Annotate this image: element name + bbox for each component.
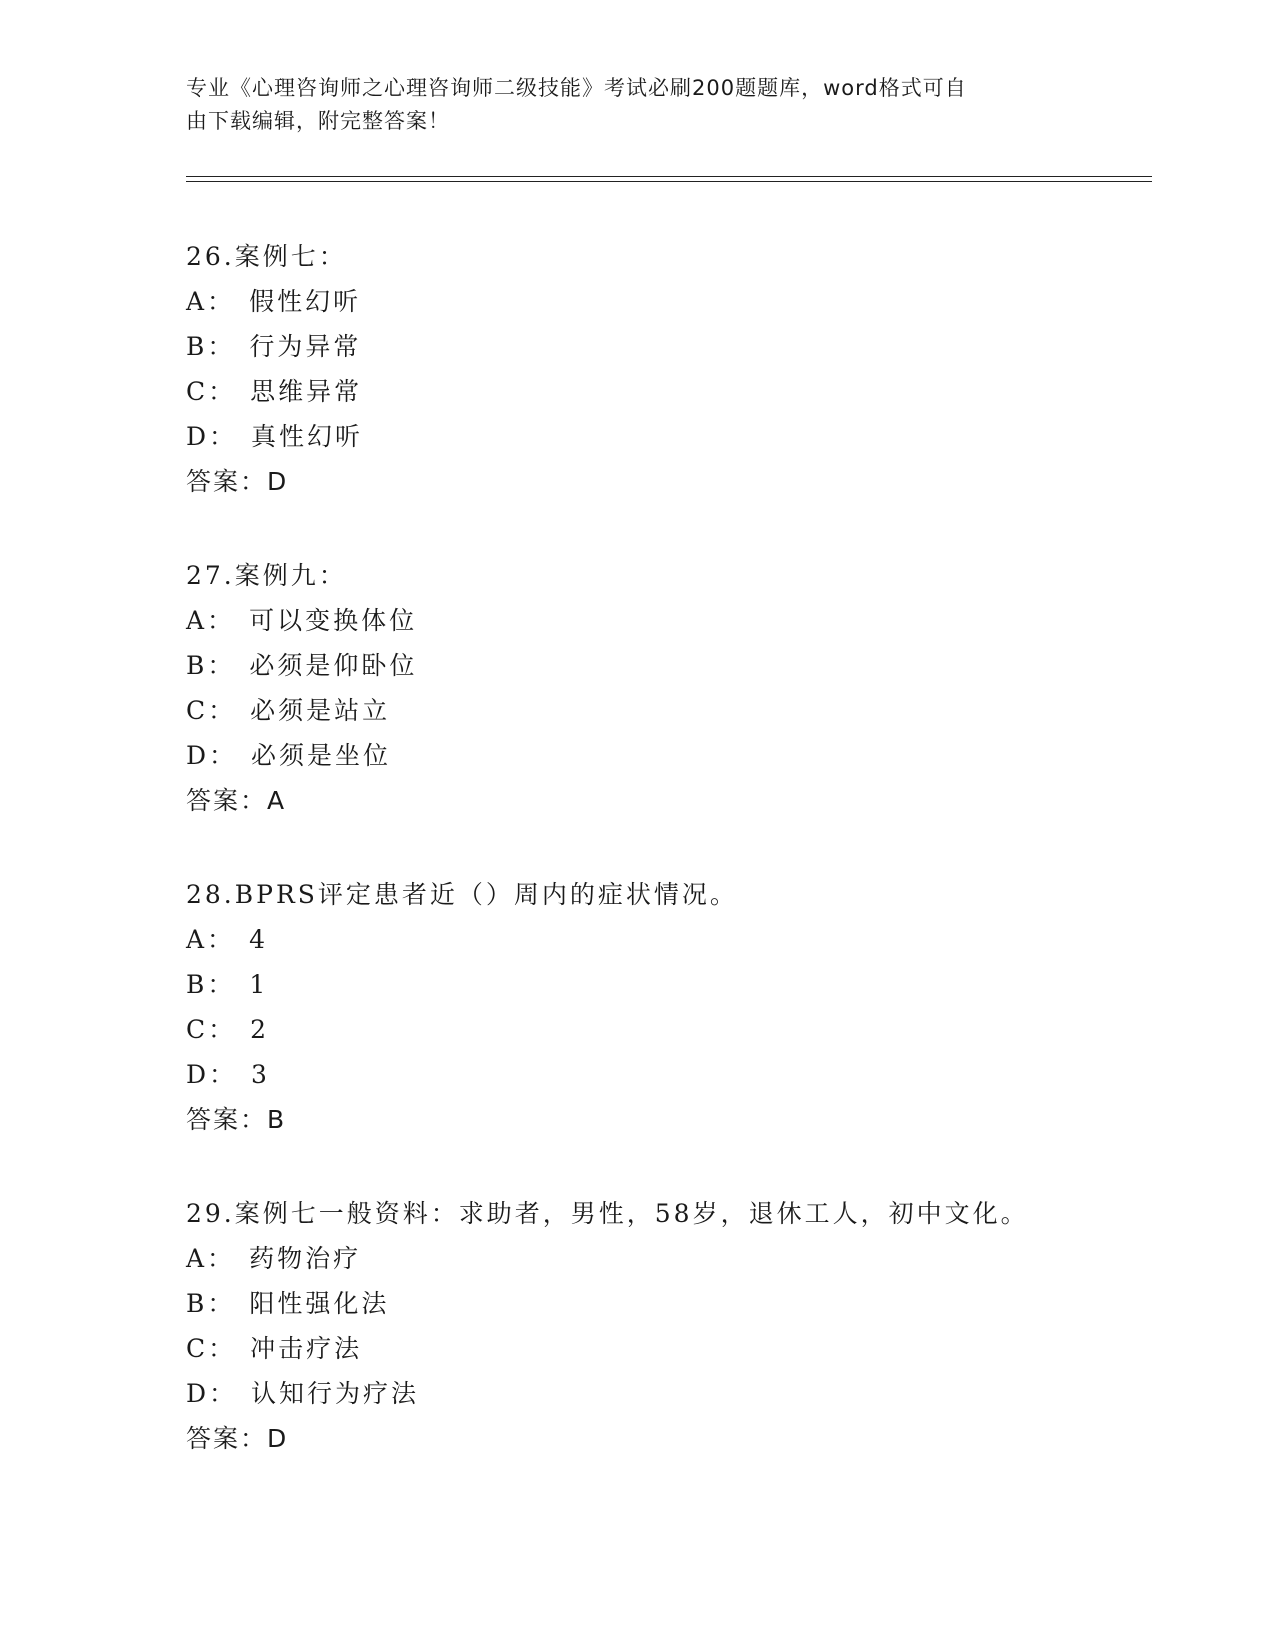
option-a: [186, 1236, 1186, 1281]
header-divider-bottom: [186, 181, 1152, 182]
question-28: [186, 872, 1186, 1142]
question-stem: 29.案例七一般资料：求助者，男性，58岁，退休工人，初中文化。: [186, 1199, 1029, 1228]
option-key: C：: [186, 696, 237, 725]
option-a: [186, 279, 1186, 324]
option-key: D：: [186, 1060, 238, 1089]
option-text: 1: [249, 970, 269, 999]
header-line-1: 专业《心理咨询师之心理咨询师二级技能》考试必刷200题题库，word格式可自: [186, 76, 967, 100]
option-key: A：: [186, 925, 236, 954]
question-26: [186, 234, 1186, 504]
option-text: 行为异常: [249, 332, 362, 361]
option-key: D：: [186, 1379, 238, 1408]
option-text: 2: [250, 1015, 270, 1044]
option-text: 冲击疗法: [250, 1334, 363, 1363]
option-text: 假性幻听: [249, 287, 362, 316]
option-c: [186, 688, 1186, 733]
header-divider-top: [186, 176, 1152, 177]
option-d: [186, 1371, 1186, 1416]
option-key: A：: [186, 287, 236, 316]
option-b: [186, 1281, 1186, 1326]
option-d: [186, 414, 1186, 459]
option-text: 认知行为疗法: [251, 1379, 420, 1408]
option-b: [186, 324, 1186, 369]
option-b: [186, 643, 1186, 688]
option-text: 思维异常: [250, 377, 363, 406]
option-d: [186, 733, 1186, 778]
option-key: B：: [186, 970, 236, 999]
option-text: 4: [249, 925, 268, 954]
document-header: [186, 72, 1066, 138]
option-c: [186, 1007, 1186, 1052]
option-text: 必须是坐位: [251, 741, 392, 770]
question-stem: 28.BPRS评定患者近（）周内的症状情况。: [186, 880, 738, 909]
answer-line: 答案：D: [186, 467, 289, 496]
option-key: B：: [186, 651, 236, 680]
option-d: [186, 1052, 1186, 1097]
question-29: [186, 1191, 1186, 1461]
option-key: A：: [186, 606, 236, 635]
option-key: C：: [186, 1334, 237, 1363]
option-key: C：: [186, 1015, 237, 1044]
option-b: [186, 962, 1186, 1007]
question-stem: 26.案例七：: [186, 242, 347, 271]
option-a: [186, 598, 1186, 643]
option-c: [186, 369, 1186, 414]
option-a: [186, 917, 1186, 962]
answer-line: 答案：D: [186, 1424, 289, 1453]
question-27: [186, 553, 1186, 823]
option-text: 必须是仰卧位: [249, 651, 418, 680]
option-key: B：: [186, 332, 236, 361]
header-line-2: 由下载编辑，附完整答案！: [186, 109, 450, 133]
question-stem: 27.案例九：: [186, 561, 347, 590]
option-text: 阳性强化法: [249, 1289, 390, 1318]
option-text: 必须是站立: [250, 696, 391, 725]
option-text: 3: [251, 1060, 270, 1089]
option-key: A：: [186, 1244, 236, 1273]
answer-line: 答案：A: [186, 786, 287, 815]
option-text: 可以变换体位: [249, 606, 418, 635]
option-key: D：: [186, 422, 238, 451]
option-key: D：: [186, 741, 238, 770]
option-key: B：: [186, 1289, 236, 1318]
option-key: C：: [186, 377, 237, 406]
option-text: 药物治疗: [249, 1244, 362, 1273]
option-text: 真性幻听: [251, 422, 364, 451]
option-c: [186, 1326, 1186, 1371]
answer-line: 答案：B: [186, 1105, 287, 1134]
